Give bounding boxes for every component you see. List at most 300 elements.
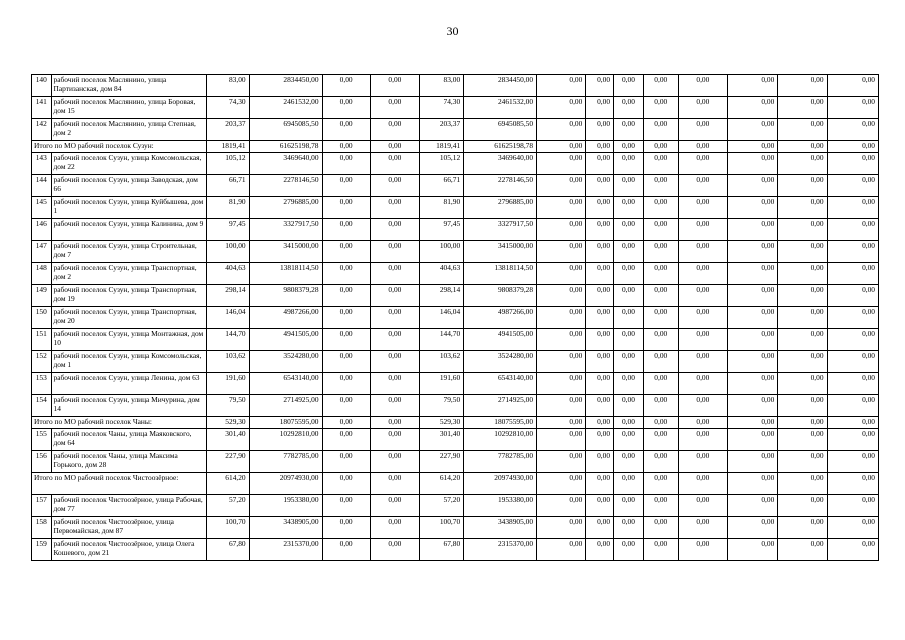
value-cell: 0,00 (537, 429, 586, 451)
value-cell: 0,00 (586, 329, 614, 351)
table-row (32, 517, 879, 539)
value-cell: 0,00 (827, 219, 878, 241)
value-cell: 0,00 (643, 119, 678, 141)
value-cell: 2834450,00 (464, 75, 537, 97)
value-cell: 0,00 (614, 119, 644, 141)
value-cell: 0,00 (586, 141, 614, 153)
address-cell: рабочий поселок Сузун, улица Заводская, дом 66 (51, 175, 206, 197)
value-cell: 3415000,00 (464, 241, 537, 263)
table-row (32, 373, 879, 395)
value-cell: 0,00 (586, 517, 614, 539)
value-cell: 0,00 (727, 429, 777, 451)
value-cell: 0,00 (537, 417, 586, 429)
table-row (32, 429, 879, 451)
value-cell: 0,00 (643, 517, 678, 539)
value-cell: 1819,41 (420, 141, 464, 153)
value-cell: 0,00 (614, 495, 644, 517)
row-number: 152 (32, 351, 52, 373)
value-cell: 103,62 (206, 351, 249, 373)
value-cell: 0,00 (614, 75, 644, 97)
value-cell: 79,50 (206, 395, 249, 417)
table-row (32, 75, 879, 97)
value-cell: 0,00 (827, 75, 878, 97)
value-cell: 2461532,00 (464, 97, 537, 119)
value-cell: 0,00 (643, 197, 678, 219)
value-cell: 0,00 (370, 473, 419, 495)
value-cell: 3524280,00 (464, 351, 537, 373)
value-cell: 0,00 (778, 75, 827, 97)
value-cell: 0,00 (643, 307, 678, 329)
value-cell: 529,30 (420, 417, 464, 429)
value-cell: 0,00 (643, 429, 678, 451)
value-cell: 0,00 (586, 153, 614, 175)
value-cell: 0,00 (827, 351, 878, 373)
subtotal-row (32, 141, 879, 153)
value-cell: 0,00 (678, 175, 727, 197)
table-row (32, 285, 879, 307)
value-cell: 0,00 (537, 517, 586, 539)
address-cell: рабочий поселок Сузун, улица Комсомольская, дом 1 (51, 351, 206, 373)
address-cell: рабочий поселок Маслянино, улица Степная, дом 2 (51, 119, 206, 141)
address-cell: рабочий поселок Сузун, улица Калинина, дом 9 (51, 219, 206, 241)
value-cell: 0,00 (643, 141, 678, 153)
value-cell: 0,00 (537, 373, 586, 395)
value-cell: 100,00 (420, 241, 464, 263)
value-cell: 146,04 (206, 307, 249, 329)
value-cell: 0,00 (778, 307, 827, 329)
value-cell: 144,70 (206, 329, 249, 351)
value-cell: 3469640,00 (464, 153, 537, 175)
value-cell: 301,40 (206, 429, 249, 451)
value-cell: 0,00 (614, 517, 644, 539)
address-cell: рабочий поселок Сузун, улица Монтажная, дом 10 (51, 329, 206, 351)
value-cell: 0,00 (322, 285, 370, 307)
value-cell: 0,00 (827, 395, 878, 417)
value-cell: 0,00 (827, 417, 878, 429)
value-cell: 0,00 (778, 153, 827, 175)
page-number: 30 (446, 24, 459, 38)
value-cell: 614,20 (206, 473, 249, 495)
table-row (32, 395, 879, 417)
value-cell: 0,00 (614, 219, 644, 241)
value-cell: 0,00 (778, 263, 827, 285)
value-cell: 4941505,00 (464, 329, 537, 351)
value-cell: 0,00 (586, 219, 614, 241)
row-number: 144 (32, 175, 52, 197)
value-cell: 0,00 (778, 373, 827, 395)
value-cell: 0,00 (370, 197, 419, 219)
value-cell: 203,37 (420, 119, 464, 141)
value-cell: 0,00 (827, 141, 878, 153)
value-cell: 0,00 (727, 197, 777, 219)
row-number: 149 (32, 285, 52, 307)
value-cell: 0,00 (370, 153, 419, 175)
value-cell: 1953380,00 (464, 495, 537, 517)
value-cell: 0,00 (614, 153, 644, 175)
row-number: 155 (32, 429, 52, 451)
value-cell: 0,00 (827, 285, 878, 307)
value-cell: 0,00 (727, 263, 777, 285)
value-cell: 0,00 (727, 285, 777, 307)
table-row (32, 119, 879, 141)
value-cell: 0,00 (727, 219, 777, 241)
value-cell: 0,00 (322, 75, 370, 97)
value-cell: 18075595,00 (464, 417, 537, 429)
value-cell: 6945085,50 (249, 119, 322, 141)
value-cell: 3469640,00 (249, 153, 322, 175)
value-cell: 0,00 (586, 417, 614, 429)
value-cell: 6543140,00 (249, 373, 322, 395)
value-cell: 0,00 (778, 141, 827, 153)
value-cell: 0,00 (370, 495, 419, 517)
value-cell: 0,00 (678, 153, 727, 175)
value-cell: 100,00 (206, 241, 249, 263)
value-cell: 81,90 (420, 197, 464, 219)
value-cell: 57,20 (206, 495, 249, 517)
value-cell: 10292810,00 (249, 429, 322, 451)
table-row (32, 495, 879, 517)
value-cell: 0,00 (678, 495, 727, 517)
value-cell: 9808379,28 (249, 285, 322, 307)
value-cell: 0,00 (370, 119, 419, 141)
value-cell: 0,00 (678, 285, 727, 307)
value-cell: 0,00 (827, 307, 878, 329)
value-cell: 0,00 (586, 175, 614, 197)
value-cell: 0,00 (678, 473, 727, 495)
value-cell: 0,00 (586, 373, 614, 395)
value-cell: 0,00 (586, 473, 614, 495)
value-cell: 7782785,00 (464, 451, 537, 473)
value-cell: 0,00 (586, 75, 614, 97)
value-cell: 4987266,00 (249, 307, 322, 329)
value-cell: 0,00 (537, 263, 586, 285)
value-cell: 0,00 (370, 517, 419, 539)
value-cell: 0,00 (643, 451, 678, 473)
value-cell: 529,30 (206, 417, 249, 429)
value-cell: 0,00 (678, 417, 727, 429)
value-cell: 2278146,50 (464, 175, 537, 197)
value-cell: 3327917,50 (249, 219, 322, 241)
table-row (32, 263, 879, 285)
value-cell: 0,00 (370, 351, 419, 373)
value-cell: 144,70 (420, 329, 464, 351)
value-cell: 0,00 (678, 119, 727, 141)
value-cell: 146,04 (420, 307, 464, 329)
value-cell: 0,00 (370, 307, 419, 329)
value-cell: 0,00 (727, 119, 777, 141)
value-cell: 20974930,00 (464, 473, 537, 495)
value-cell: 0,00 (614, 307, 644, 329)
table-row (32, 175, 879, 197)
value-cell: 3438905,00 (249, 517, 322, 539)
value-cell: 103,62 (420, 351, 464, 373)
value-cell: 0,00 (370, 75, 419, 97)
value-cell: 0,00 (322, 219, 370, 241)
value-cell: 0,00 (537, 395, 586, 417)
table-row (32, 451, 879, 473)
value-cell: 0,00 (586, 539, 614, 561)
value-cell: 0,00 (827, 175, 878, 197)
value-cell: 0,00 (678, 75, 727, 97)
value-cell: 0,00 (322, 539, 370, 561)
value-cell: 0,00 (827, 539, 878, 561)
value-cell: 0,00 (727, 395, 777, 417)
value-cell: 105,12 (420, 153, 464, 175)
value-cell: 0,00 (322, 241, 370, 263)
subtotal-row (32, 417, 879, 429)
value-cell: 61625198,78 (249, 141, 322, 153)
row-number: 154 (32, 395, 52, 417)
value-cell: 0,00 (614, 141, 644, 153)
value-cell: 0,00 (727, 451, 777, 473)
value-cell: 9808379,28 (464, 285, 537, 307)
address-cell: рабочий поселок Сузун, улица Транспортная, дом 2 (51, 263, 206, 285)
row-number: 146 (32, 219, 52, 241)
value-cell: 0,00 (678, 351, 727, 373)
value-cell: 3327917,50 (464, 219, 537, 241)
value-cell: 0,00 (778, 539, 827, 561)
value-cell: 0,00 (643, 351, 678, 373)
value-cell: 2315370,00 (249, 539, 322, 561)
value-cell: 0,00 (727, 307, 777, 329)
value-cell: 100,70 (420, 517, 464, 539)
value-cell: 2714925,00 (249, 395, 322, 417)
value-cell: 97,45 (206, 219, 249, 241)
value-cell: 0,00 (322, 197, 370, 219)
value-cell: 0,00 (778, 429, 827, 451)
row-number: 145 (32, 197, 52, 219)
value-cell: 404,63 (420, 263, 464, 285)
value-cell: 0,00 (778, 517, 827, 539)
row-number: 151 (32, 329, 52, 351)
value-cell: 0,00 (727, 373, 777, 395)
value-cell: 0,00 (614, 197, 644, 219)
value-cell: 0,00 (678, 263, 727, 285)
value-cell: 0,00 (643, 175, 678, 197)
row-number: 142 (32, 119, 52, 141)
value-cell: 0,00 (778, 197, 827, 219)
value-cell: 57,20 (420, 495, 464, 517)
value-cell: 0,00 (614, 417, 644, 429)
value-cell: 0,00 (727, 75, 777, 97)
address-cell: рабочий поселок Сузун, улица Комсомольская, дом 22 (51, 153, 206, 175)
value-cell: 0,00 (537, 241, 586, 263)
value-cell: 0,00 (370, 395, 419, 417)
row-number: 156 (32, 451, 52, 473)
value-cell: 0,00 (586, 285, 614, 307)
value-cell: 0,00 (778, 395, 827, 417)
value-cell: 0,00 (370, 329, 419, 351)
value-cell: 0,00 (370, 285, 419, 307)
value-cell: 227,90 (420, 451, 464, 473)
value-cell: 0,00 (537, 141, 586, 153)
value-cell: 0,00 (778, 473, 827, 495)
address-cell: рабочий поселок Сузун, улица Строительная, дом 7 (51, 241, 206, 263)
value-cell: 13818114,50 (464, 263, 537, 285)
value-cell: 0,00 (678, 219, 727, 241)
row-number: 150 (32, 307, 52, 329)
value-cell: 0,00 (678, 141, 727, 153)
value-cell: 0,00 (727, 241, 777, 263)
value-cell: 0,00 (778, 219, 827, 241)
value-cell: 0,00 (322, 175, 370, 197)
subtotal-row (32, 473, 879, 495)
value-cell: 0,00 (827, 263, 878, 285)
value-cell: 0,00 (322, 329, 370, 351)
value-cell: 81,90 (206, 197, 249, 219)
value-cell: 0,00 (614, 97, 644, 119)
value-cell: 0,00 (643, 285, 678, 307)
value-cell: 298,14 (206, 285, 249, 307)
row-number: 143 (32, 153, 52, 175)
value-cell: 614,20 (420, 473, 464, 495)
value-cell: 10292810,00 (464, 429, 537, 451)
value-cell: 0,00 (827, 429, 878, 451)
value-cell: 0,00 (322, 263, 370, 285)
table-row (32, 539, 879, 561)
value-cell: 0,00 (678, 329, 727, 351)
value-cell: 0,00 (537, 495, 586, 517)
address-cell: рабочий поселок Сузун, улица Транспортная, дом 20 (51, 307, 206, 329)
value-cell: 0,00 (586, 429, 614, 451)
value-cell: 0,00 (537, 351, 586, 373)
value-cell: 0,00 (643, 473, 678, 495)
value-cell: 0,00 (537, 307, 586, 329)
value-cell: 0,00 (537, 451, 586, 473)
row-number: 141 (32, 97, 52, 119)
value-cell: 0,00 (322, 517, 370, 539)
value-cell: 2278146,50 (249, 175, 322, 197)
value-cell: 2796885,00 (249, 197, 322, 219)
value-cell: 13818114,50 (249, 263, 322, 285)
value-cell: 301,40 (420, 429, 464, 451)
value-cell: 0,00 (537, 285, 586, 307)
value-cell: 0,00 (370, 219, 419, 241)
value-cell: 227,90 (206, 451, 249, 473)
value-cell: 0,00 (322, 373, 370, 395)
value-cell: 0,00 (727, 329, 777, 351)
value-cell: 0,00 (727, 351, 777, 373)
value-cell: 0,00 (614, 539, 644, 561)
value-cell: 0,00 (537, 75, 586, 97)
value-cell: 74,30 (420, 97, 464, 119)
value-cell: 0,00 (678, 451, 727, 473)
address-cell: рабочий поселок Сузун, улица Ленина, дом 63 (51, 373, 206, 395)
value-cell: 0,00 (614, 351, 644, 373)
value-cell: 0,00 (827, 241, 878, 263)
value-cell: 0,00 (727, 141, 777, 153)
value-cell: 0,00 (322, 417, 370, 429)
value-cell: 0,00 (370, 451, 419, 473)
value-cell: 0,00 (643, 539, 678, 561)
value-cell: 100,70 (206, 517, 249, 539)
value-cell: 0,00 (678, 395, 727, 417)
value-cell: 0,00 (614, 473, 644, 495)
value-cell: 2461532,00 (249, 97, 322, 119)
value-cell: 0,00 (678, 97, 727, 119)
value-cell: 0,00 (370, 141, 419, 153)
value-cell: 0,00 (614, 285, 644, 307)
value-cell: 0,00 (678, 517, 727, 539)
address-cell: рабочий поселок Сузун, улица Мичурина, дом 14 (51, 395, 206, 417)
value-cell: 0,00 (537, 119, 586, 141)
value-cell: 6543140,00 (464, 373, 537, 395)
value-cell: 0,00 (586, 395, 614, 417)
row-number: 147 (32, 241, 52, 263)
value-cell: 0,00 (643, 153, 678, 175)
value-cell: 0,00 (827, 153, 878, 175)
value-cell: 0,00 (727, 517, 777, 539)
subtotal-label: Итого по МО рабочий поселок Сузун: (32, 141, 207, 153)
table-row (32, 97, 879, 119)
value-cell: 0,00 (778, 175, 827, 197)
address-cell: рабочий поселок Чистоозёрное, улица Рабочая, дом 77 (51, 495, 206, 517)
value-cell: 191,60 (420, 373, 464, 395)
value-cell: 0,00 (614, 373, 644, 395)
value-cell: 4941505,00 (249, 329, 322, 351)
row-number: 159 (32, 539, 52, 561)
value-cell: 0,00 (370, 539, 419, 561)
value-cell: 0,00 (727, 495, 777, 517)
value-cell: 0,00 (827, 197, 878, 219)
value-cell: 3438905,00 (464, 517, 537, 539)
value-cell: 7782785,00 (249, 451, 322, 473)
value-cell: 0,00 (643, 417, 678, 429)
value-cell: 203,37 (206, 119, 249, 141)
value-cell: 83,00 (420, 75, 464, 97)
address-cell: рабочий поселок Чистоозёрное, улица Олега Кошевого, дом 21 (51, 539, 206, 561)
value-cell: 0,00 (643, 219, 678, 241)
value-cell: 0,00 (322, 153, 370, 175)
value-cell: 0,00 (614, 241, 644, 263)
value-cell: 0,00 (678, 539, 727, 561)
value-cell: 0,00 (586, 495, 614, 517)
row-number: 153 (32, 373, 52, 395)
table-row (32, 153, 879, 175)
value-cell: 404,63 (206, 263, 249, 285)
table-row (32, 351, 879, 373)
row-number: 157 (32, 495, 52, 517)
value-cell: 2315370,00 (464, 539, 537, 561)
value-cell: 0,00 (370, 373, 419, 395)
value-cell: 0,00 (827, 329, 878, 351)
row-number: 140 (32, 75, 52, 97)
subtotal-label: Итого по МО рабочий поселок Чистоозёрное: (32, 473, 207, 495)
value-cell: 0,00 (778, 241, 827, 263)
value-cell: 0,00 (322, 429, 370, 451)
value-cell: 18075595,00 (249, 417, 322, 429)
value-cell: 0,00 (778, 417, 827, 429)
value-cell: 0,00 (827, 473, 878, 495)
value-cell: 0,00 (727, 473, 777, 495)
value-cell: 0,00 (727, 417, 777, 429)
value-cell: 0,00 (827, 373, 878, 395)
value-cell: 0,00 (614, 395, 644, 417)
value-cell: 0,00 (537, 197, 586, 219)
address-cell: рабочий поселок Сузун, улица Куйбышева, дом 1 (51, 197, 206, 219)
value-cell: 0,00 (614, 263, 644, 285)
value-cell: 0,00 (827, 517, 878, 539)
value-cell: 0,00 (827, 451, 878, 473)
value-cell: 0,00 (778, 97, 827, 119)
value-cell: 0,00 (727, 175, 777, 197)
value-cell: 0,00 (827, 97, 878, 119)
value-cell: 0,00 (778, 351, 827, 373)
value-cell: 105,12 (206, 153, 249, 175)
value-cell: 0,00 (586, 451, 614, 473)
table-row (32, 329, 879, 351)
value-cell: 66,71 (206, 175, 249, 197)
